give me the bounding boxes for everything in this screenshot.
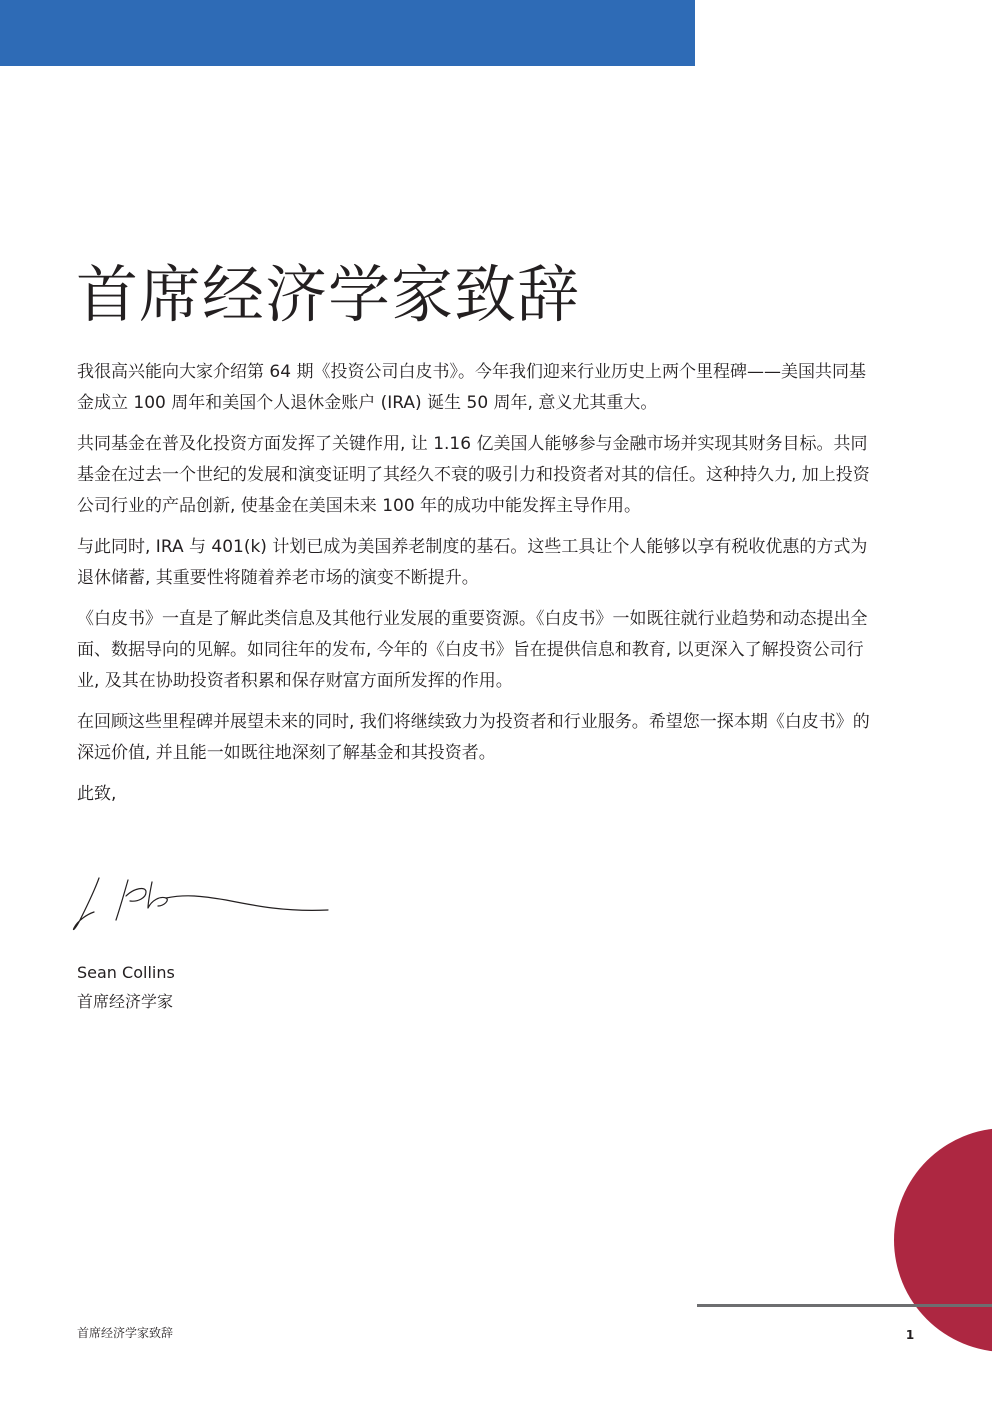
footer-section-label: 首席经济学家致辞	[77, 1326, 174, 1340]
closing-salutation: 此致,	[77, 784, 117, 804]
signer-title: 首席经济学家	[77, 992, 174, 1011]
page-title: 首席经济学家致辞	[76, 258, 581, 331]
letter-body	[77, 357, 877, 820]
signer-name: Sean Collins	[77, 963, 175, 982]
paragraph-mutual-funds: 共同基金在普及化投资方面发挥了关键作用, 让 1.16 亿美国人能够参与金融市场并实现其财务目标。共同基金在过去一个世纪的发展和演变证明了其经久不衰的吸引力和投资者对其的信任。这种持久力, 加上投资公司行业的产品创新, 使基金在美国未来 100 年的成功中能发挥主导作用。	[77, 434, 870, 516]
paragraph-intro: 我很高兴能向大家介绍第 64 期《投资公司白皮书》。今年我们迎来行业历史上两个里程碑——美国共同基金成立 100 周年和美国个人退休金账户 (IRA) 诞生 50 周年, 意义尤其重大。	[77, 362, 866, 413]
paragraph-ira-401k: 与此同时, IRA 与 401(k) 计划已成为美国养老制度的基石。这些工具让个人能够以享有税收优惠的方式为退休储蓄, 其重要性将随着养老市场的演变不断提升。	[77, 537, 868, 588]
handwritten-signature	[66, 868, 336, 940]
page-number: 1	[905, 1328, 915, 1342]
top-color-bar	[0, 0, 695, 66]
paragraph-outlook: 在回顾这些里程碑并展望未来的同时, 我们将继续致力为投资者和行业服务。希望您一探本期《白皮书》的深远价值, 并且能一如既往地深刻了解基金和其投资者。	[77, 712, 870, 763]
paragraph-factbook: 《白皮书》一直是了解此类信息及其他行业发展的重要资源。《白皮书》一如既往就行业趋势和动态提出全面、数据导向的见解。如同往年的发布, 今年的《白皮书》旨在提供信息和教育, 以更深入了解投资公司行业, 及其在协助投资者积累和保存财富方面所发挥的作用。	[77, 609, 868, 691]
footer-divider	[697, 1304, 992, 1307]
signer-block	[77, 958, 377, 1016]
decorative-circle	[894, 1128, 992, 1352]
